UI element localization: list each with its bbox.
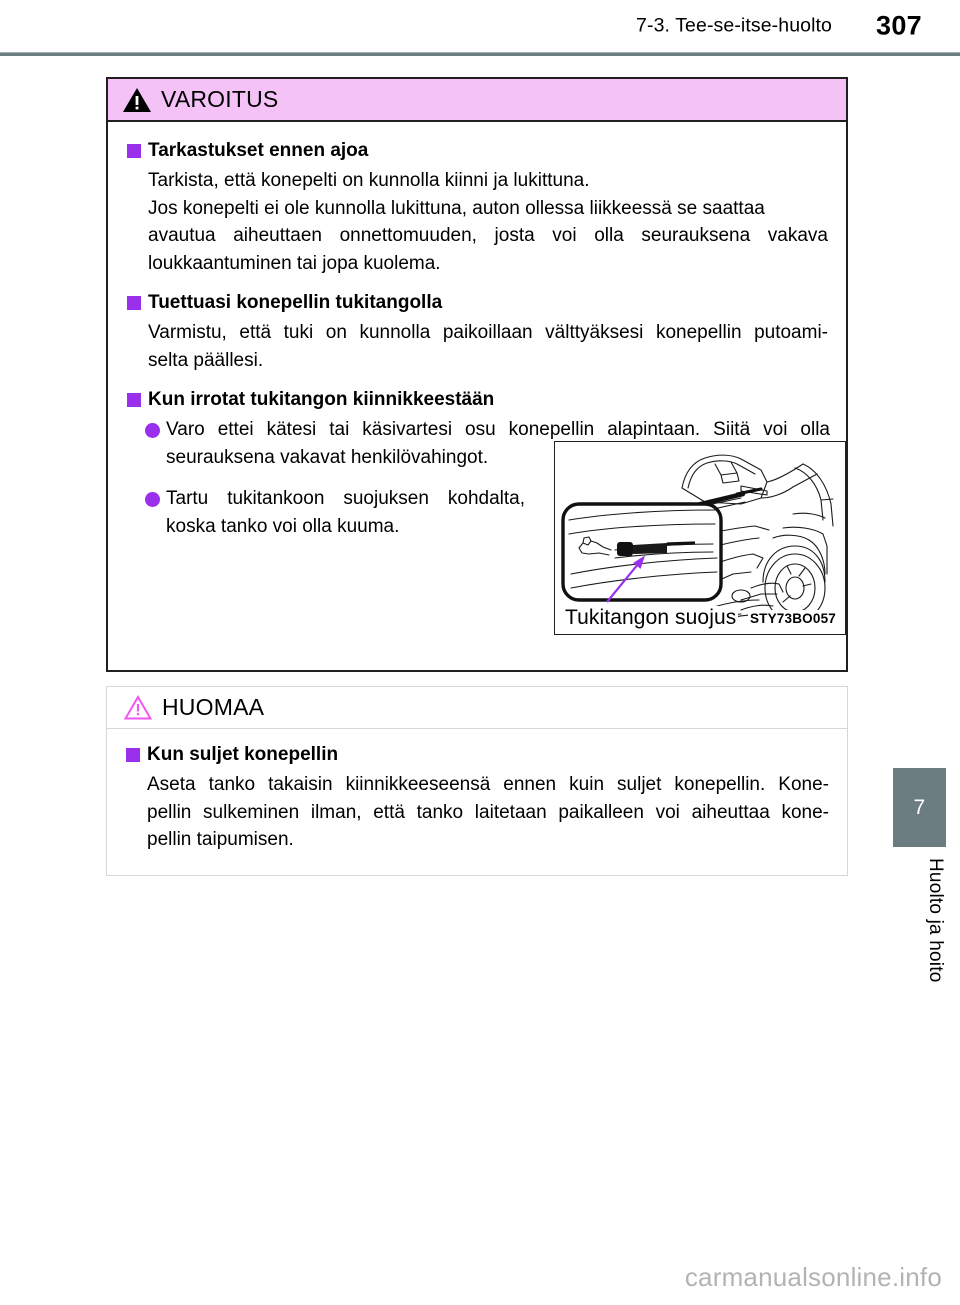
notice-body — [107, 729, 847, 854]
page-number: 307 — [876, 10, 922, 41]
header-divider — [0, 52, 960, 56]
warning-callout-box — [106, 77, 848, 672]
round-bullet-icon — [145, 492, 160, 507]
warning-section-heading-3 — [124, 387, 830, 413]
notice-title-bar — [107, 687, 847, 729]
bullet-line: Varo ettei kätesi tai käsivartesi osu konepellin alapintaan. Siitä voi olla — [166, 419, 830, 440]
notice-section-heading — [123, 742, 831, 768]
warning-title-label: VAROITUS — [161, 86, 279, 112]
square-bullet-icon — [127, 144, 141, 158]
heading-text: Kun irrotat tukitangon kiinnikkeestään — [148, 389, 495, 410]
paragraph-line: loukkaantuminen tai jopa kuolema. — [148, 252, 441, 274]
warning-section-paragraph-1 — [124, 167, 830, 277]
chapter-tab-block — [893, 768, 946, 847]
warning-body — [108, 122, 846, 629]
warning-triangle-outline-icon — [124, 695, 152, 720]
notice-title-label: HUOMAA — [162, 694, 265, 720]
paragraph-line: Varmistu, että tuki on kunnolla paikoillaan välttyäksesi konepellin putoami- — [148, 322, 828, 343]
site-watermark: carmanualsonline.info — [684, 1262, 942, 1292]
chapter-tab-number: 7 — [913, 795, 926, 819]
paragraph-line: selta päällesi. — [148, 349, 264, 371]
paragraph-line: pellin taipumisen. — [147, 829, 294, 850]
paragraph-line: Aseta tanko takaisin kiinnikkeeseensä ennen kuin suljet konepellin. Kone- — [147, 774, 829, 795]
warning-section-heading-2 — [124, 290, 830, 316]
paragraph-line: avautua aiheuttaen onnettomuuden, josta voi olla seurauksena vakava — [148, 225, 828, 246]
warning-section-paragraph-2 — [124, 319, 830, 374]
figure-code: STY73BO057 — [749, 611, 836, 626]
page-header — [0, 0, 960, 56]
square-bullet-icon — [127, 296, 141, 310]
heading-text: Kun suljet konepellin — [147, 744, 339, 765]
figure-caption: Tukitangon suojus — [565, 606, 737, 629]
warning-section-heading-1 — [124, 138, 830, 164]
heading-text: Tuettuasi konepellin tukitangolla — [148, 292, 443, 313]
warning-title-bar — [108, 79, 846, 122]
round-bullet-icon — [145, 423, 160, 438]
bullet-line: seurauksena vakavat henkilövahingot. — [166, 446, 489, 468]
paragraph-line: Tarkista, että konepelti on kunnolla kiinni ja lukittuna. — [148, 170, 590, 191]
notice-callout-box — [106, 686, 848, 876]
square-bullet-icon — [127, 393, 141, 407]
heading-text: Tarkastukset ennen ajoa — [148, 140, 369, 161]
square-bullet-icon — [126, 748, 140, 762]
warning-triangle-solid-icon — [122, 87, 152, 113]
header-chapter-title: 7-3. Tee-se-itse-huolto — [636, 14, 832, 37]
illustration-figure — [554, 441, 846, 635]
notice-paragraph — [123, 771, 831, 854]
chapter-tab-label: Huolto ja hoito — [925, 858, 946, 983]
figure-row — [124, 485, 836, 629]
bullet-line: Tartu tukitankoon suojuksen kohdalta, — [166, 488, 525, 509]
paragraph-line: pellin sulkeminen ilman, että tanko laitetaan paikalleen voi aiheuttaa kone- — [147, 801, 829, 823]
bullet-line: koska tanko voi olla kuuma. — [166, 515, 400, 537]
paragraph-line: Jos konepelti ei ole kunnolla lukittuna, auton ollessa liikkeessä se saattaa — [148, 197, 765, 219]
